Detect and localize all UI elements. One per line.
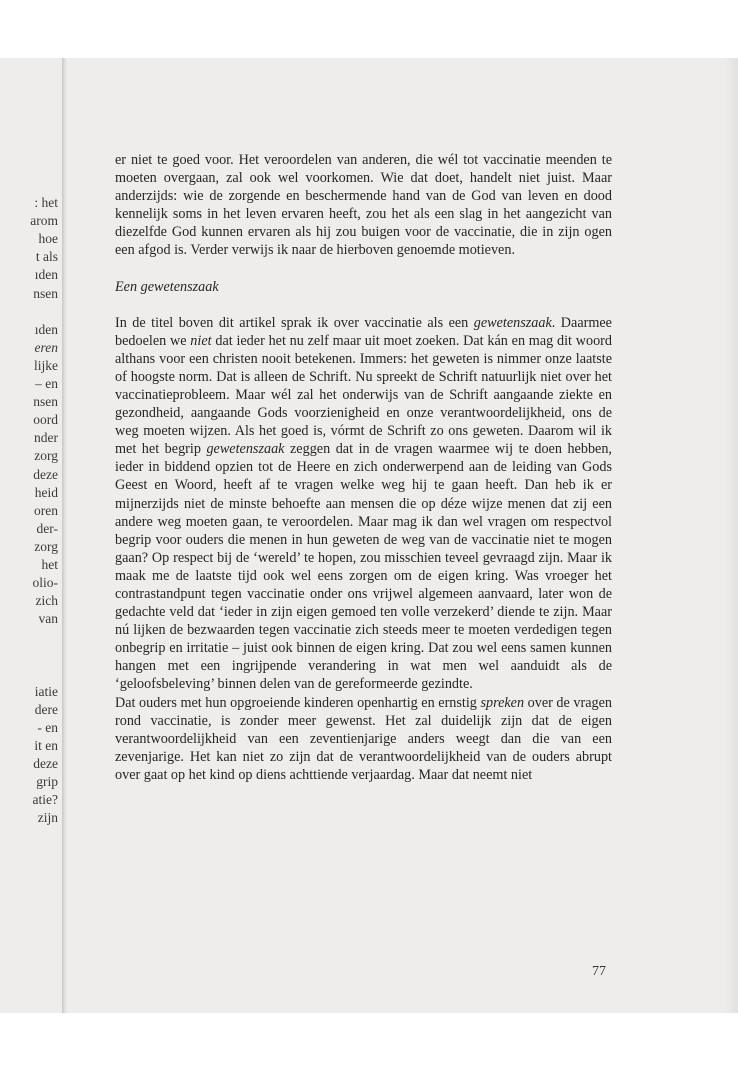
left-page-fragment-line: dere bbox=[34, 701, 58, 717]
left-page-fragment-line: oren bbox=[34, 502, 58, 518]
left-page-fragment-line: nder bbox=[34, 430, 58, 446]
paragraph-2-text: In de titel boven dit artikel sprak ik over vaccinatie als een bbox=[115, 314, 474, 331]
left-page-fragment-line: arom bbox=[30, 213, 58, 229]
paragraph-2-text: . Daarmee bedoelen we bbox=[115, 314, 612, 349]
left-page-fragment-line: hoe bbox=[38, 231, 58, 247]
page-edge-shadow bbox=[724, 58, 738, 1013]
left-page-fragment-line: iatie bbox=[34, 683, 58, 699]
left-page-fragment-line: it en bbox=[34, 738, 58, 753]
paragraph-3 bbox=[115, 694, 612, 784]
left-page-fragment-line: zorg bbox=[34, 448, 58, 464]
page-body bbox=[115, 151, 612, 784]
paragraph-2-emphasis: gewetenszaak bbox=[206, 441, 285, 458]
paragraph-1: er niet te goed voor. Het veroordelen van anderen, die wél tot vaccinatie meenden te moeten overgaan, zal ook wel voorkomen. Wie dat doet, handelt niet juist. Maar anderzijds: wie de zorgende en beschermende hand van de God van leven en dood kennelijk soms in het leven ervaren heeft, zou het als een slag in het aangezicht van diezelfde God kunnen ervaren als hij zou buigen voor de vaccinatie, die in zijn ogen een afgod is. Verder verwijs ik naar de hierboven genoemde motieven. bbox=[115, 152, 612, 259]
left-page-fragment-line: der- bbox=[36, 520, 58, 536]
left-page-fragment-line: : het bbox=[34, 195, 58, 210]
paragraph-3-emphasis: spreken bbox=[480, 694, 525, 711]
paragraph-2-text: zeggen dat in de vragen waarmee wij te doen hebben, ieder in biddend opzien tot de Heere en zich onderwerpend aan de leiding van Gods Geest en Woord, heeft af te vragen welke weg hij te gaan heeft. Dan heb ik er mijnerzijds niet de minste behoefte aan mensen die op déze wijze menen dat zij een andere weg moeten gaan, te veroordelen. Maar mag ik dan wel vragen om respectvol begrip voor ouders die menen in hun geweten de weg van de vaccinatie niet te mogen gaan? Op respect bij de ‘wereld’ te hopen, zou misschien teveel gevraagd zijn. Maar ik maak me de laatste tijd ook wel eens zorgen om de eigen kring. Was vroeger het contrastandpunt tegen vaccinatie onder ons vrijwel algemeen aanvaard, later won de gedachte veld dat ‘ieder in zijn eigen gemoed ten volle verzekerd’ diende te zijn. Maar nú lijken de bezwaarden tegen vaccinatie zich steeds meer te moeten verdedigen tegen onbegrip en irritatie – juist ook binnen de eigen kring. Dat zou wel eens samen kunnen hangen met een ingrijpende verandering in wat men wel aanduidt als de ‘geloofsbeleving’ binnen delen van de gereformeerde gezindte. bbox=[115, 441, 612, 693]
left-page-fragment-line: nsen bbox=[33, 285, 58, 301]
paragraph-2-text: dat ieder het nu zelf maar uit moet zoeken. Dat kán en mag dit woord althans voor een christen nooit betekenen. Immers: het geweten is nimmer onze laatste of hoogste norm. Dat is alleen de Schrift. Nu spreekt de Schrift natuurlijk niet over het vaccinatieprobleem. Maar wél zal het onderwijs van de Schrift aangaande ziekte en gezondheid, aangaande Gods voorzienigheid en onze verantwoordelijkheid, ons de weg moeten wijzen. Als het goed is, vórmt de Schrift zo ons geweten. Daarom wil ik met het begrip bbox=[115, 332, 612, 458]
left-page-fragment-line: t als bbox=[35, 249, 58, 265]
paragraph-2 bbox=[115, 314, 612, 694]
paragraph-2-emphasis: gewetenszaak bbox=[473, 314, 552, 331]
left-page-fragment-line: van bbox=[38, 611, 58, 627]
left-page-fragment-line: deze bbox=[33, 466, 58, 482]
left-page-fragment-line: het bbox=[41, 557, 58, 572]
left-page-fragment-line: zich bbox=[35, 593, 58, 609]
page-number: 77 bbox=[592, 964, 606, 979]
left-page-fragment-line: olio- bbox=[32, 575, 58, 591]
left-page-fragment-line: oord bbox=[33, 412, 58, 428]
left-page-fragment-line: zorg bbox=[34, 538, 58, 554]
left-page-fragment-line: lijke bbox=[34, 357, 58, 373]
left-page-fragment-line: heid bbox=[34, 484, 58, 500]
left-page-fragment-line: zijn bbox=[37, 810, 58, 826]
left-page-fragment-line: ıden bbox=[34, 267, 58, 283]
left-page-fragment-line: ıden bbox=[34, 321, 58, 337]
left-page-fragment-line: eren bbox=[34, 339, 58, 355]
left-page-fragment-line: – en bbox=[35, 376, 58, 391]
section-heading: Een gewetenszaak bbox=[115, 278, 219, 295]
left-page-fragment-line: - en bbox=[37, 719, 58, 735]
left-page-fragment-line: nsen bbox=[33, 394, 58, 410]
paragraph-3-text: Dat ouders met hun opgroeiende kinderen openhartig en ernstig bbox=[115, 694, 481, 711]
book-spine-shadow bbox=[62, 58, 67, 1013]
paragraph-2-emphasis: niet bbox=[190, 332, 212, 349]
left-page-fragment-line: deze bbox=[33, 756, 58, 772]
left-page-fragment-line: grip bbox=[36, 774, 58, 790]
left-page-fragment-line: atie? bbox=[32, 792, 58, 808]
paragraph-3-text: over de vragen rond vaccinatie, is zonder meer gewenst. Het zal duidelijk zijn dat de eigen verantwoordelijkheid van een zeventienjarige anders weegt dan die van een zevenjarige. Het kan niet zo zijn dat de verantwoordelijkheid van de ouders abrupt over gaat op het kind op diens achttiende verjaardag. Maar dat neemt niet bbox=[115, 694, 613, 783]
